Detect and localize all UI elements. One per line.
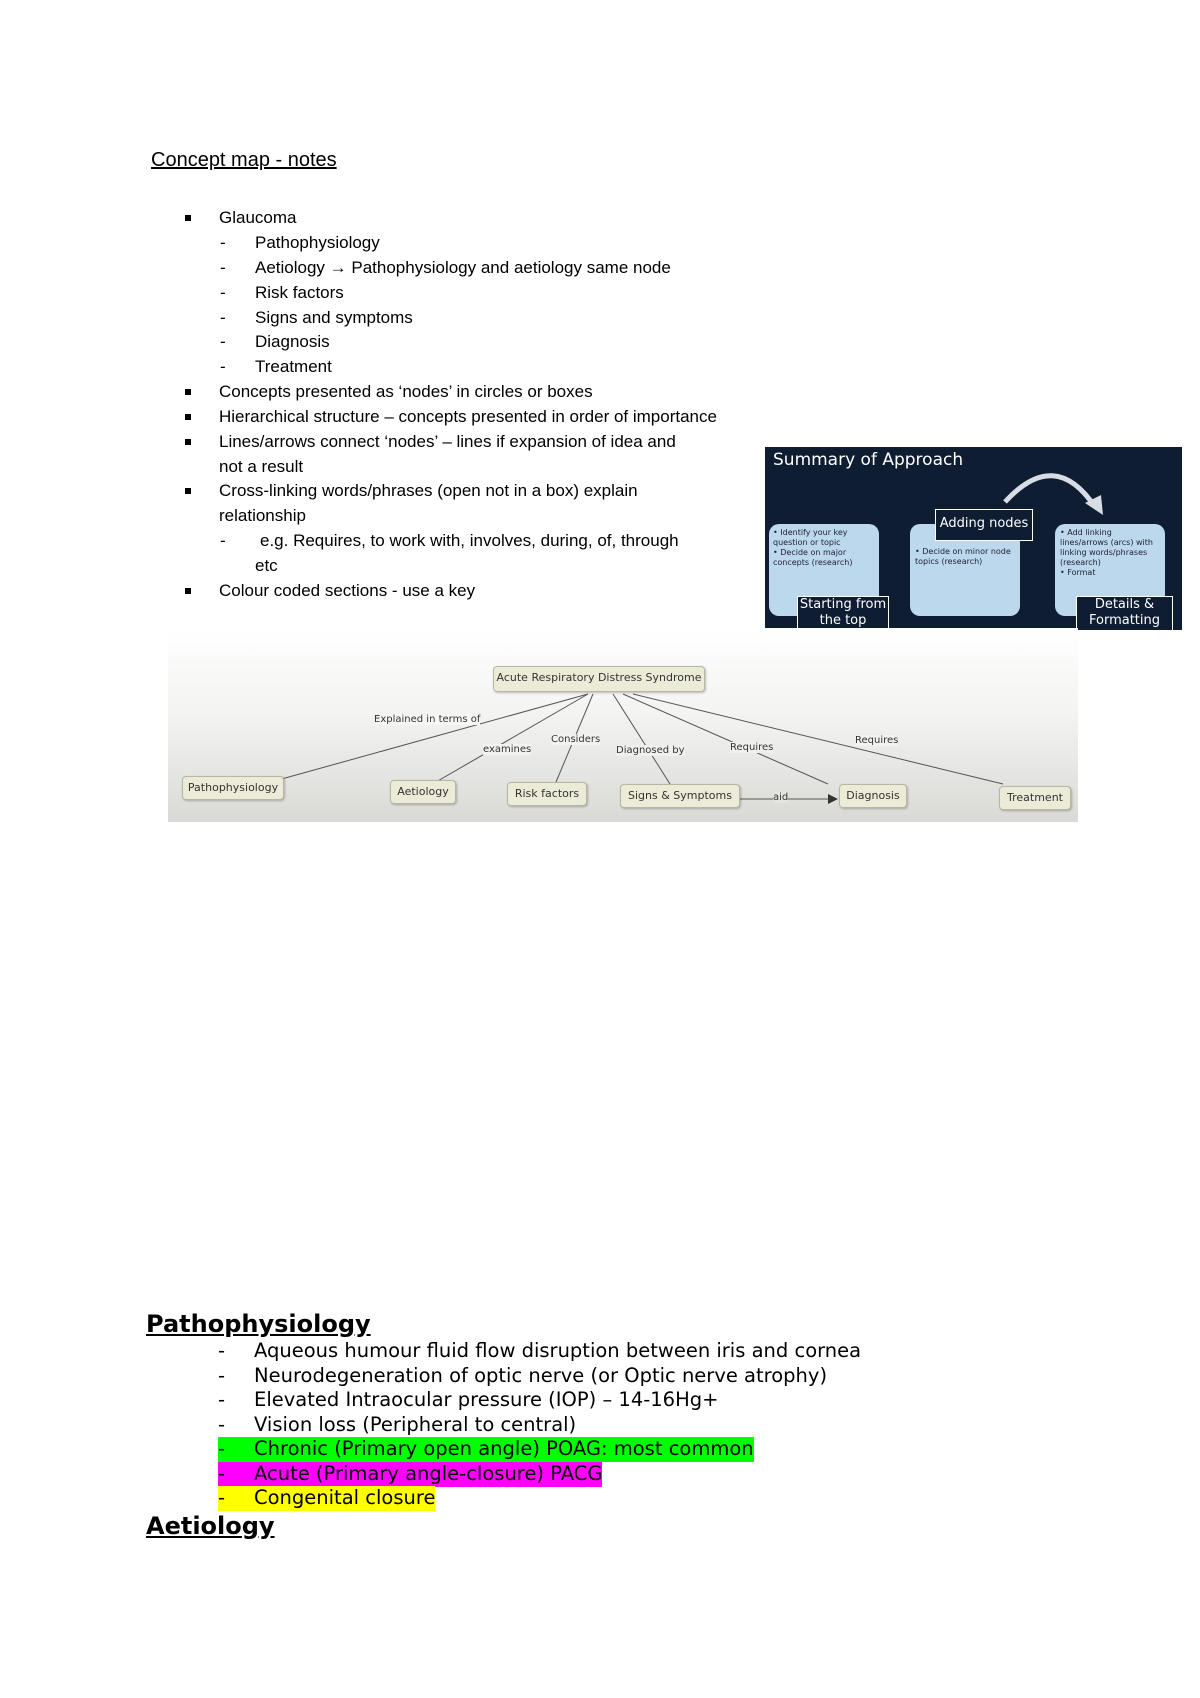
page-title: Concept map - notes — [151, 149, 337, 171]
step-label: Adding nodes — [935, 509, 1033, 541]
concept-node: Acute Respiratory Distress Syndrome — [493, 666, 705, 692]
linking-phrase: Explained in terms of — [374, 714, 481, 725]
square-bullet-icon — [185, 389, 191, 395]
highlighted-list-item: - Congenital closure — [218, 1486, 436, 1509]
summary-of-approach-image: Summary of Approach • Identify your key question or topic • Decide on major concepts (research) • Decide on minor node topics (research) • Add linking lines/arrows (arcs) with linking words/phrases (research) • Format Starting from the top Adding nodes Details & Formatting — [765, 447, 1182, 630]
section-heading-aetiology: Aetiology — [146, 1512, 275, 1540]
summary-title: Summary of Approach — [773, 450, 964, 470]
linking-phrase: Diagnosed by — [616, 745, 685, 756]
highlighted-list-item: - Acute (Primary angle-closure) PACG — [218, 1462, 603, 1485]
linking-phrase: Requires — [730, 742, 774, 753]
concept-node: Treatment — [999, 786, 1071, 810]
ards-concept-map-image — [168, 628, 1078, 822]
concept-node: Pathophysiology — [182, 776, 284, 800]
section-heading-pathophysiology: Pathophysiology — [146, 1310, 371, 1338]
square-bullet-icon — [185, 588, 191, 594]
linking-phrase: Requires — [855, 735, 899, 746]
concept-node: Diagnosis — [839, 784, 907, 808]
step-label: Details & Formatting — [1076, 596, 1173, 630]
highlighted-list-item: - Chronic (Primary open angle) POAG: most common — [218, 1437, 754, 1460]
linking-phrase: aid — [773, 792, 789, 803]
concept-node: Risk factors — [507, 782, 587, 806]
list-item: - Neurodegeneration of optic nerve (or Optic nerve atrophy) — [218, 1364, 828, 1387]
step-label: Starting from the top — [797, 596, 889, 630]
concept-node: Signs & Symptoms — [620, 784, 740, 808]
list-item: - Aqueous humour fluid flow disruption between iris and cornea — [218, 1339, 862, 1362]
concept-node: Aetiology — [390, 780, 456, 804]
list-item: - Elevated Intraocular pressure (IOP) – 14-16Hg+ — [218, 1388, 719, 1411]
square-bullet-icon — [185, 488, 191, 494]
list-item: - Vision loss (Peripheral to central) — [218, 1413, 577, 1436]
square-bullet-icon — [185, 215, 191, 221]
square-bullet-icon — [185, 414, 191, 420]
linking-phrase: Considers — [551, 734, 601, 745]
square-bullet-icon — [185, 439, 191, 445]
linking-phrase: examines — [483, 744, 532, 755]
